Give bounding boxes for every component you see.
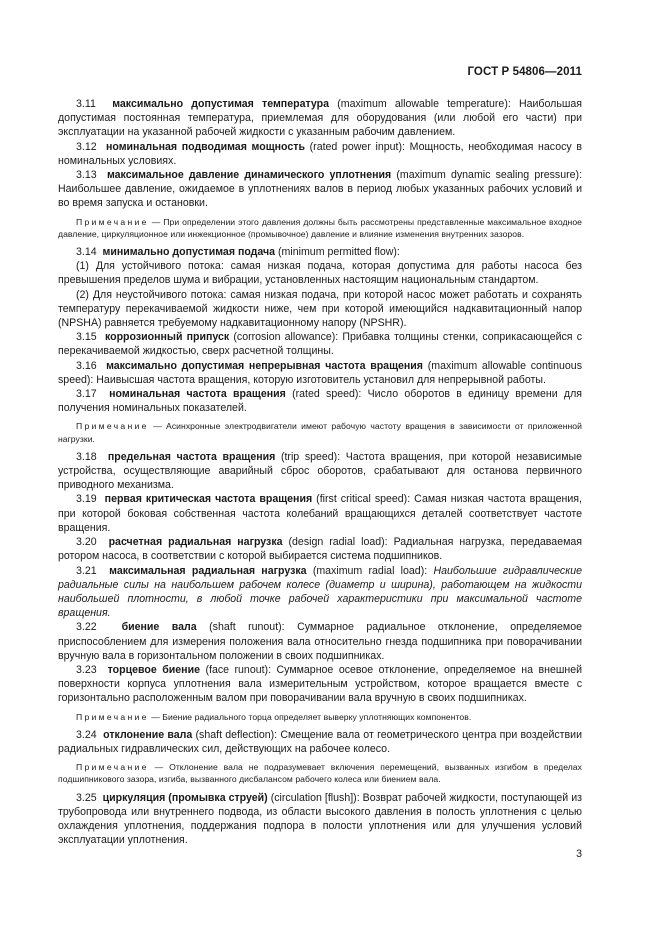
sub-item-2: (2) Для неустойчивого потока: самая низкая подача, при которой насос может работать и сохранять температуру перекачиваемой жидкости ниже, чем при которой имеющийся надкавитационный напор (NPSHA) равняется требуемому надкавитационному напору (NPSHR). <box>58 288 582 330</box>
standard-header: ГОСТ Р 54806—2011 <box>467 66 582 78</box>
entry-3-14: 3.14 минимально допустимая подача (minimum permitted flow): <box>76 246 400 259</box>
note-2: Примечание — Асинхронные электродвигатели имеют рабочую частоту вращения в зависимости от приложенной нагрузки. <box>58 421 582 444</box>
note-1: Примечание — При определении этого давления должны быть рассмотрены представленные максимальное входное давление, циркуляционное или инжекционное (промывочное) давление и влияние изменения внутренних зазоров. <box>58 216 582 239</box>
entry-3-21: 3.21 максимальная радиальная нагрузка (maximum radial load): Наибольшие гидравлические радиальные силы на наибольшем рабочем колесе (диаметр и ширина), работающем на жидкости наибольшей плотности, в любой точке рабочей характеристики при максимальной частоте вращения. <box>58 564 583 620</box>
entry-3-12: 3.12 номинальная подводимая мощность (rated power input): Мощность, необходимая насосу в номинальных условиях. <box>58 140 582 167</box>
sub-item-1: (1) Для устойчивого потока: самая низкая подача, которая допустима для работы насоса без превышения пределов шума и вибрации, установленных настоящим национальным стандартом. <box>58 260 582 287</box>
entry-3-18: 3.18 предельная частота вращения (trip speed): Частота вращения, при которой независимые устройства, осуществляющие аварийный сброс оборотов, срабатывают для останова первичного приводного механизма. <box>58 450 583 492</box>
entry-3-15: 3.15 коррозионный припуск (corrosion allowance): Прибавка толщины стенки, соприкасающейся с перекачиваемой жидкостью, сверх расчетной толщины. <box>58 331 582 358</box>
entry-3-13: 3.13 максимальное давление динамического уплотнения (maximum dynamic sealing pressure): Наибольшее давление, ожидаемое в уплотнениях валов в период любых указанных рабочих условий и во время запуска и остановки. <box>58 169 583 210</box>
entry-3-17: 3.17 номинальная частота вращения (rated speed): Число оборотов в единицу времени для получения номинальных показателей. <box>58 388 582 415</box>
entry-3-16: 3.16 максимально допустимая непрерывная частота вращения (maximum allowable continuous speed): Наивысшая частота вращения, которую изготовитель установил для непрерывной работы. <box>58 359 582 386</box>
entry-3-19: 3.19 первая критическая частота вращения (first critical speed): Самая низкая частота вращения, при которой боковая собственная частота колебаний вращающихся деталей соответствует частоте вращения. <box>58 493 582 534</box>
document-body <box>58 97 582 847</box>
entry-3-20: 3.20 расчетная радиальная нагрузка (design radial load): Радиальная нагрузка, передаваемая ротором насоса, в соответствии с которой выбирается система подшипников. <box>58 536 582 563</box>
note-3: Примечание — Биение радиального торца определяет выверку уплотняющих компонентов. <box>76 711 472 722</box>
page-number: 3 <box>576 848 582 860</box>
entry-3-22: 3.22 биение вала (shaft runout): Суммарное радиальное отклонение, определяемое приспособлением для измерения положения вала относительно гнезда подшипника при поворачивании вручную вала в горизонтальном положении в своих подшипниках. <box>58 621 582 662</box>
note-4: Примечание — Отклонение вала не подразумевает включения перемещений, вызванных изгибом в пределах подшипникового зазора, изгиба, вызванного дисбалансом рабочего колеса или биением вала. <box>58 762 582 785</box>
entry-3-24: 3.24 отклонение вала (shaft deflection): Смещение вала от геометрического центра при воздействии радиальных гидравлических сил, действующих на рабочее колесо. <box>58 728 582 755</box>
document-page <box>58 0 582 936</box>
entry-3-23: 3.23 торцевое биение (face runout): Суммарное осевое отклонение, определяемое на внешней поверхности корпуса уплотнения вала измерительным устройством, которое вращается вместе с горизонтально расположенным валом при поворачивании вала вручную в своих подшипниках. <box>58 663 582 705</box>
entry-3-11: 3.11 максимально допустимая температура (maximum allowable temperature): Наибольшая допустимая постоянная температура, приемлемая для оборудования (или любой его части) при эксплуатации на указанной рабочей жидкости с указанным рабочим давлением. <box>58 98 582 139</box>
entry-3-25: 3.25 циркуляция (промывка струей) (circulation [flush]): Возврат рабочей жидкости, поступающей из трубопровода или внутреннего подвода, из области высокого давления в полость уплотнения с целью охлаждения уплотнения, поддержания подпора в полости уплотнения или для улучшения условий эксплуатации уплотнения. <box>58 791 582 847</box>
